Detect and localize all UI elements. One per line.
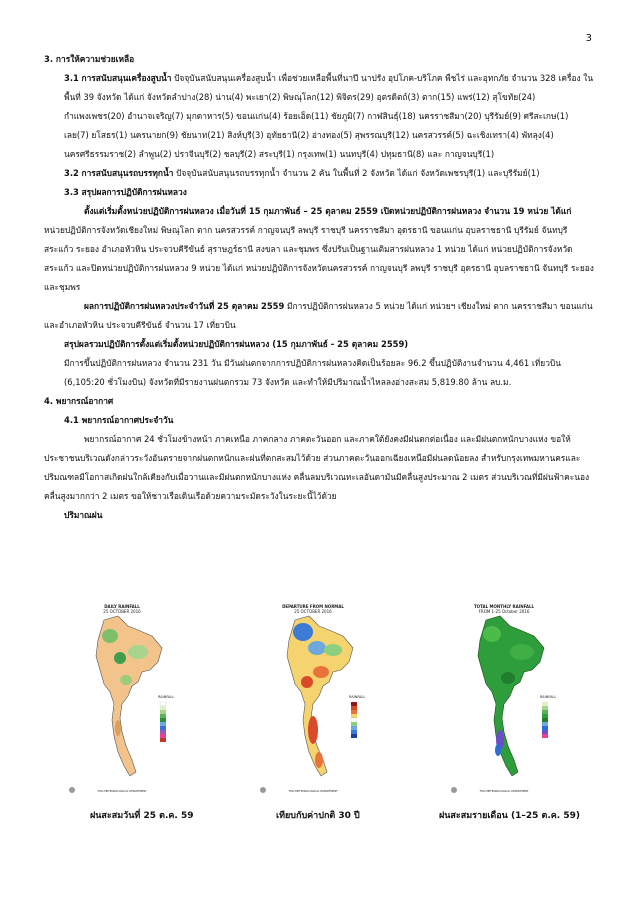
caption-daily: ฝนสะสมวันที่ 25 ต.ค. 59 [90,811,194,821]
tmd-logo-icon [260,787,266,793]
p31-text: ปัจจุบันสนับสนุนเครื่องสูบน้ำ เพื่อช่วยเหลือพื้นที่นาปี นาปรัง อุปโภค-บริโภค พืชไร่ และอุทกภัย จำนวน 328 เครื่อง ในพื้นที่ 39 จังหวัด ได้แก่ จังหวัดลำปาง(28) น่าน(4) พะเยา(2) พิษณุโลก(12) พิจิตร(29) อุตรดิตถ์(3) ตาก(15) แพร่(12) สุโขทัย(24) กำแพงเพชร(20) อำนาจเจริญ(7) มุกดาหาร(5) ขอนแก่น(4) ร้อยเอ็ด(11) ชัยภูมิ(7) กาฬสินธุ์(18) นครราชสีมา(20) บุรีรัมย์(9) ศรีสะเกษ(1) เลย(7) ยโสธร(1) นครนายก(9) ชัยนาท(21) สิงห์บุรี(3) อุทัยธานี(2) อ่างทอง(5) สุพรรณบุรี(12) นครสวรรค์(5) ฉะเชิงเทรา(4) พัทลุง(4) นครศรีธรรมราช(2) ลำพูน(2) ปราจีนบุรี(2) ชลบุรี(2) สระบุรี(1) กรุงเทพ(1) นนทบุรี(4) ปทุมธานี(8) และ กาญจนบุรี(1) [64,73,594,159]
p33b-text: มีการปฏิบัติการฝนหลวง 5 หน่วย ได้แก่ หน่วยฯ เชียงใหม่ ตาก นครราชสีมา ขอนแก่น และอำเภอหัวหิน ประจวบคีรีขันธ์ จำนวน 17 เที่ยวบิน [44,301,593,330]
p33c-summary-title: สรุปผลรวมปฏิบัติการตั้งแต่เริ่มตั้งหน่วยปฏิบัติการฝนหลวง (15 กุมภาพันธ์ - 25 ตุลาคม 2559) [64,339,409,349]
map1-date: 25 OCTOBER 2016 [103,609,141,614]
document-body [44,50,594,525]
p32-number: 3.2 [64,168,79,178]
p33-number: 3.3 [64,187,79,197]
rain-heading: ปริมาณฝน [64,510,103,520]
paragraph-3-2 [44,164,594,183]
monthly-rainfall-map [448,600,560,800]
caption-monthly: ฝนสะสมรายเดือน (1–25 ต.ค. 59) [439,811,580,821]
daily-rainfall-map [66,600,178,800]
map3-title: TOTAL MONTHLY RAINFALL [473,604,535,609]
paragraph-3-3-heading [44,183,594,202]
thailand-shape-map2 [287,616,353,776]
paragraph-3-3-daily [44,297,594,335]
map1-legend [158,695,174,742]
map2-legend [349,695,365,738]
section-4-1-title: 4.1 พยากรณ์อากาศประจำวัน [64,415,174,425]
p31-number: 3.1 [64,73,79,83]
map3-legend-title: RAINFALL [540,695,557,699]
p33b-bold: ผลการปฏิบัติการฝนหลวงประจำวันที่ 25 ตุลาคม 2559 [84,301,285,311]
map3-footer: THAI METEOROLOGICAL DEPARTMENT [479,790,529,793]
paragraph-3-3-units [44,202,594,297]
rainfall-maps [44,600,594,830]
section-4-heading: 4. พยากรณ์อากาศ [44,396,114,406]
p33-text: หน่วยปฏิบัติการจังหวัดเชียงใหม่ พิษณุโลก ตาก นครสวรรค์ กาญจนบุรี ลพบุรี ราชบุรี นครราชสีมา อุดรธานี ขอนแก่น อุบลราชธานี บุรีรัมย์ จันทบุรี สระแก้ว ระยอง อำเภอหัวหิน ประจวบคีรีขันธ์ สุราษฎร์ธานี สงขลา และชุมพร ซึ่งปรับเป็นฐานเติมสารฝนหลวง 1 หน่วย ได้แก่ หน่วยปฏิบัติการจังหวัด สระแก้ว และปิดหน่วยปฏิบัติการฝนหลวง 9 หน่วย ได้แก่ หน่วยปฏิบัติการจังหวัดนครสวรรค์ กาญจนบุรี ลพบุรี ราชบุรี อุดรธานี อุบลราชธานี จันทบุรี ระยอง และชุมพร [44,225,594,292]
map2-legend-title: RAINFALL [349,695,366,699]
map2-footer: THAI METEOROLOGICAL DEPARTMENT [288,790,338,793]
section-3-heading: 3. การให้ความช่วยเหลือ [44,54,135,64]
page-number: 3 [585,33,592,44]
map1-legend-title: RAINFALL [158,695,175,699]
map3-legend [540,695,556,738]
paragraph-3-1 [44,69,594,164]
tmd-logo-icon [451,787,457,793]
p32-title: การสนับสนุนรถบรรทุกน้ำ [81,168,174,178]
p32-text: ปัจจุบันสนับสนุนรถบรรทุกน้ำ จำนวน 2 คัน ในพื้นที่ 2 จังหวัด ได้แก่ จังหวัดเพชรบุรี(1) และบุรีรัมย์(1) [173,168,540,178]
map3-date: FROM 1-25 October 2016 [478,609,530,614]
p33-bold-intro: ตั้งแต่เริ่มตั้งหน่วยปฏิบัติการฝนหลวง เมื่อวันที่ 15 กุมภาพันธ์ – 25 ตุลาคม 2559 เปิดหน่วยปฏิบัติการฝนหลวง จำนวน 19 หน่วย ได้แก่ [84,206,572,216]
map2-title: DEPARTURE FROM NORMAL [282,604,344,609]
map2-date: 25 OCTOBER 2016 [294,609,332,614]
map1-footer: THAI METEOROLOGICAL DEPARTMENT [97,790,147,793]
tmd-logo-icon [69,787,75,793]
map1-title: DAILY RAINFALL [104,604,140,609]
caption-departure: เทียบกับค่าปกติ 30 ปี [276,811,360,821]
p33c-summary-text: มีการขึ้นปฏิบัติการฝนหลวง จำนวน 231 วัน มีวันฝนตกจากการปฏิบัติการฝนหลวงคิดเป็นร้อยละ 96.2 ขึ้นปฏิบัติงานจำนวน 4,461 เที่ยวบิน (6,105:20 ชั่วโมงบิน) จังหวัดที่มีรายงานฝนตกรวม 73 จังหวัด และทำให้มีปริมาณน้ำไหลลงอ่างสะสม 5,819.80 ล้าน ลบ.ม. [64,358,561,387]
p31-title: การสนับสนุนเครื่องสูบน้ำ [81,73,172,83]
section-4-1-text: พยากรณ์อากาศ 24 ชั่วโมงข้างหน้า ภาคเหนือ ภาคกลาง ภาคตะวันออก และภาคใต้ยังคงมีฝนตกต่อเนื่อง และมีฝนตกหนักบางแห่ง ขอให้ประชาชนบริเวณดังกล่าวระวังอันตรายจากฝนตกหนักและฝนที่ตกสะสมไว้ด้วย ส่วนภาคตะวันออกเฉียงเหนือมีฝนลดน้อยลง สำหรับกรุงเทพมหานครและปริมณฑลมีโอกาสเกิดฝนใกล้เคียงกับเมื่อวานและมีฝนตกหนักบางแห่ง คลื่นลมบริเวณทะเลอันดามันมีคลื่นสูงประมาณ 2 เมตร ส่วนบริเวณที่มีฝนฟ้าคะนองคลื่นสูงมากกว่า 2 เมตร ขอให้ชาวเรือเดินเรือด้วยความระมัดระวังในระยะนี้ไว้ด้วย [44,434,590,501]
p33-title: สรุปผลการปฏิบัติการฝนหลวง [81,187,187,197]
departure-from-normal-map [257,600,369,800]
